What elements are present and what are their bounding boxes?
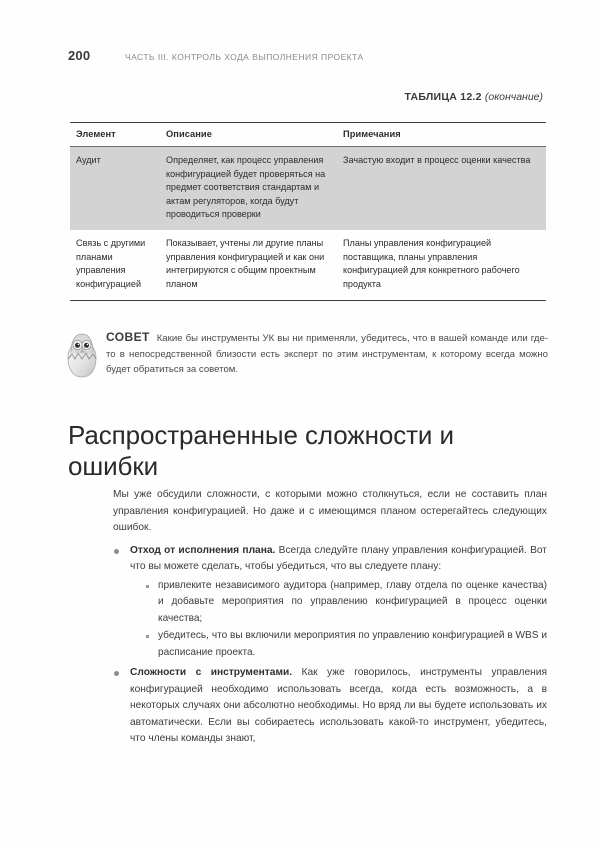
table-cell-description: Показывает, учтены ли другие планы управления конфигурацией и как они интегрируются с общим проектным планом [166,238,325,289]
table-row [70,230,546,300]
running-head-title: ЧАСТЬ III. КОНТРОЛЬ ХОДА ВЫПОЛНЕНИЯ ПРОЕКТА [125,52,364,62]
bullet-square-icon [146,585,149,588]
sub-bullet-text: привлеките независимого аудитора (например, главу отдела по оценке качества) и добавьте мероприятия по управлению конфигурацией в процесс оценки качества; [158,579,547,624]
page-number: 200 [68,48,91,63]
tip-label: СОВЕТ [106,330,150,344]
data-table [70,122,546,301]
body-content [113,487,547,750]
table-caption-main: ТАБЛИЦА 12.2 [404,91,482,103]
running-head [68,48,540,63]
list-item [113,543,547,661]
bullet-square-icon [146,635,149,638]
table-cell-notes: Планы управления конфигурацией поставщика, планы управления конфигурацией для конкретного рабочего продукта [343,238,520,289]
bullet-lead-in: Отход от исполнения плана. [130,544,276,556]
sub-bullet-text: убедитесь, что вы включили мероприятия по управлению конфигурацией в WBS и расписание проекта. [158,630,547,658]
table-header-cell-notes: Примечания [343,129,401,139]
tip-callout [62,326,548,378]
bullet-lead-in: Сложности с инструментами. [130,667,293,678]
table-bottom-rule [70,300,546,301]
table-cell-element: Аудит [76,155,101,166]
tip-text: Какие бы инструменты УК вы ни применяли, убедитесь, что в вашей команде или где-то в непосредственной близости есть эксперт по этим инструментам, к которому всегда можно будет обратиться за советом. [106,333,548,376]
list-item [145,578,547,627]
intro-paragraph: Мы уже обсудили сложности, с которыми можно столкнуться, если не составить план управления конфигурацией. Но даже и с имеющимся планом остерегайтесь следующих ошибок. [113,489,547,534]
list-item [113,665,547,748]
sub-bullet-list [130,578,547,661]
bullet-dot-icon [114,549,119,554]
list-item [145,628,547,661]
table-cell-description: Определяет, как процесс управления конфигурацией будет проверяться на предмет соответствия стандартам и актам регуляторов, когда будут проводиться проверки [166,155,326,220]
owl-in-egg-mascot-icon [62,328,102,378]
bullet-text: Всегда следуйте плану управления конфигурацией. Вот что вы можете сделать, чтобы убедиться, что вы следуете плану: [130,544,547,573]
bullet-dot-icon [114,671,119,676]
table-row [70,147,546,230]
table-caption-continuation: (окончание) [484,91,543,103]
section-heading: Распространенные сложности и ошибки [68,420,454,481]
table-cell-element: Связь с другими планами управления конфигурацией [76,238,146,289]
table-header-cell-description: Описание [166,129,212,139]
table-caption [405,91,543,103]
tip-text-block [102,326,548,378]
bullet-text: Как уже говорилось, инструменты управления конфигурацией необходимо использовать всегда, когда есть возможность, а в некоторых случаях они абсолютно необходимы. Но вряд ли вы будете использовать их автоматически. Если вы собираетесь использовать какой-то инструмент, убедитесь, что члены команды знают, [130,667,547,745]
table-header-row [70,123,546,146]
table-header-cell-element: Элемент [76,129,116,139]
bullet-list [113,543,547,748]
table-cell-notes: Зачастую входит в процесс оценки качества [343,155,531,166]
